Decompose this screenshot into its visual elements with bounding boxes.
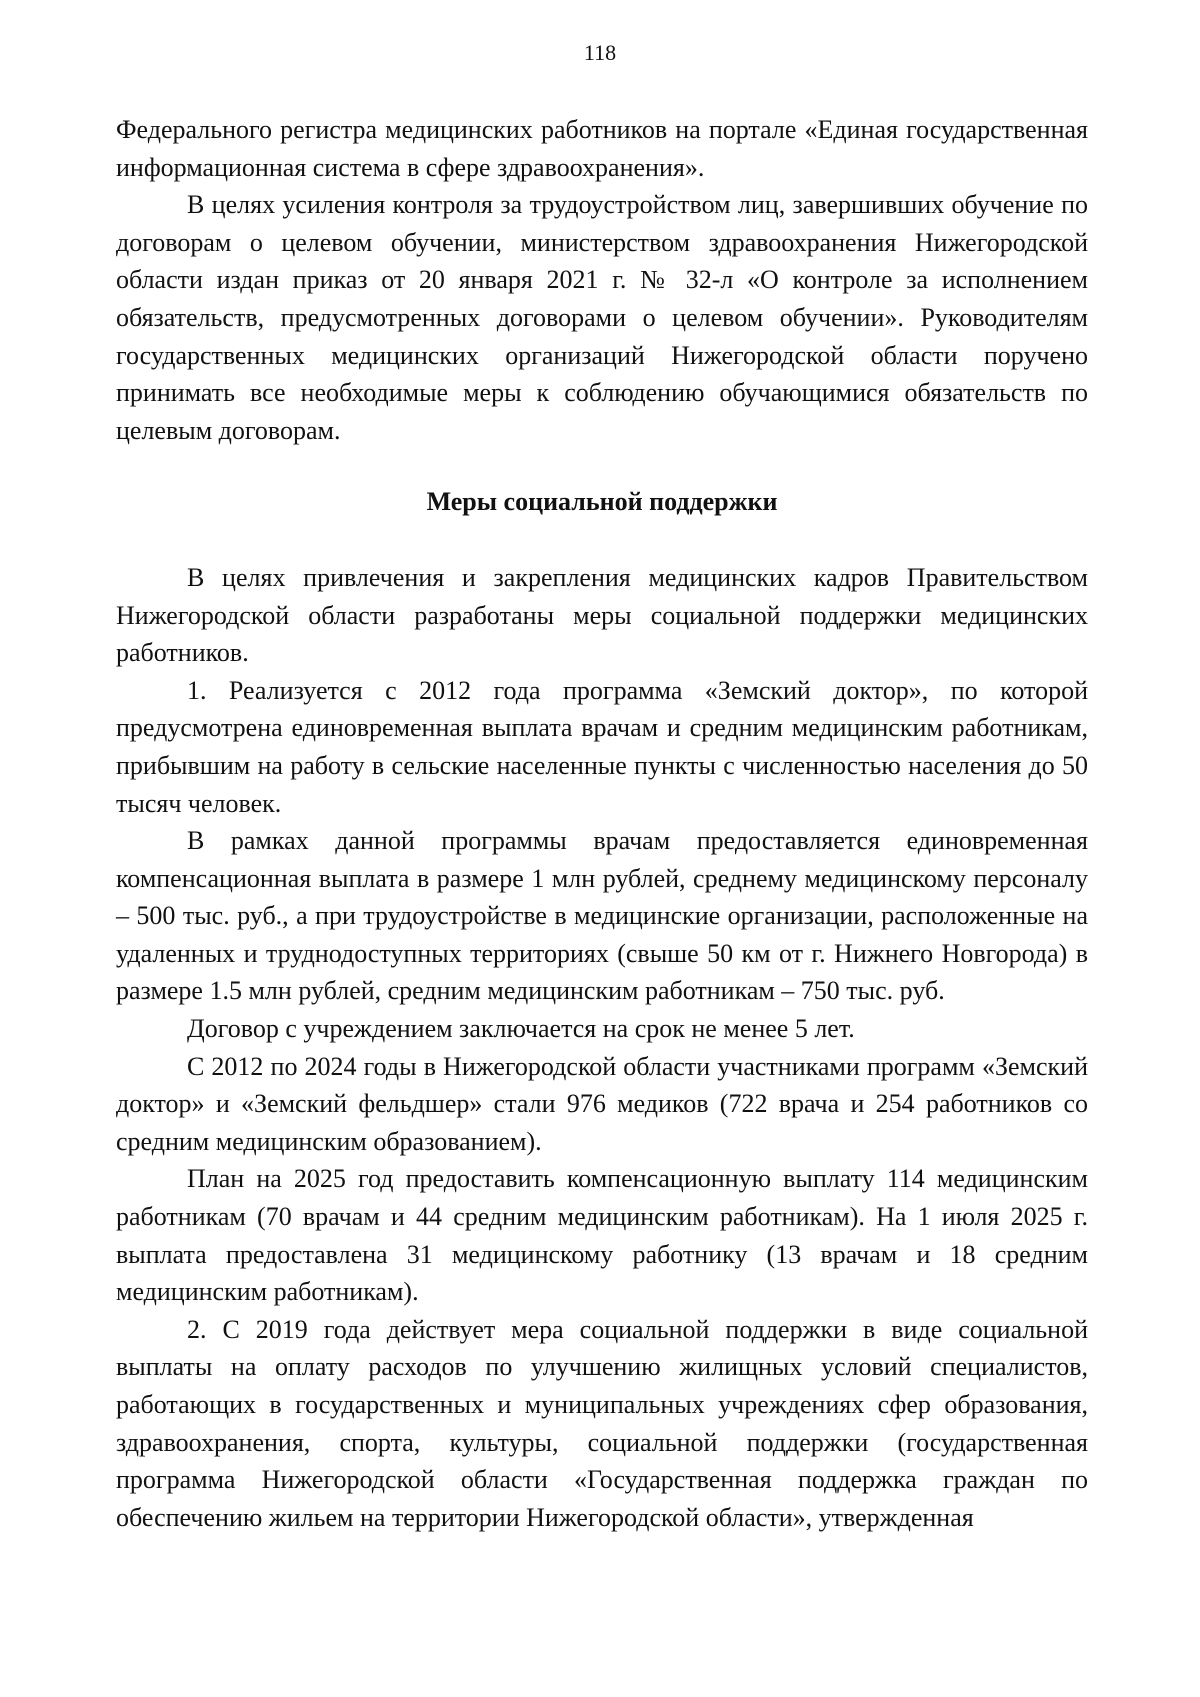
page-number: 118: [583, 40, 617, 65]
paragraph-intro: В целях привлечения и закрепления медицинских кадров Правительством Нижегородской области разработаны меры социальной поддержки медицинских работников.: [116, 562, 1088, 668]
document-body: [116, 111, 1088, 1536]
paragraph-participants: С 2012 по 2024 годы в Нижегородской области участниками программ «Земский доктор» и «Земский фельдшер» стали 976 медиков (722 врача и 254 работников со средним медицинским образованием).: [116, 1051, 1088, 1156]
paragraph-plan-2025: План на 2025 год предоставить компенсационную выплату 114 медицинским работникам (70 врачам и 44 средним медицинским работникам). На 1 июля 2025 г. выплата предоставлена 31 медицинскому работнику (13 врачам и 18 средним медицинским работникам).: [116, 1164, 1088, 1307]
section-heading: Меры социальной поддержки: [426, 487, 778, 517]
paragraph-zemsky-doctor: 1. Реализуется с 2012 года программа «Земский доктор», по которой предусмотрена единовременная выплата врачам и средним медицинским работникам, прибывшим на работу в сельские населенные пункты с численностью населения до 50 тысяч человек.: [116, 675, 1088, 818]
paragraph-contract-term: Договор с учреждением заключается на срок не менее 5 лет.: [187, 1014, 855, 1044]
paragraph-payment-amounts: В рамках данной программы врачам предоставляется единовременная компенсационная выплата в размере 1 млн рублей, среднему медицинскому персоналу – 500 тыс. руб., а при трудоустройстве в медицинские организации, расположенные на удаленных и труднодоступных территориях (свыше 50 км от г. Нижнего Новгорода) в размере 1.5 млн рублей, средним медицинским работникам – 750 тыс. руб.: [116, 826, 1088, 1006]
paragraph-housing-support: 2. С 2019 года действует мера социальной поддержки в виде социальной выплаты на оплату расходов по улучшению жилищных условий специалистов, работающих в государственных и муниципальных учреждениях сфер образования, здравоохранения, спорта, культуры, социальной поддержки (государственная программа Нижегородской области «Государственная поддержка граждан по обеспечению жильем на территории Нижегородской области», утвержденная: [116, 1314, 1088, 1532]
paragraph-continuation: Федерального регистра медицинских работников на портале «Единая государственная информационная система в сфере здравоохранения».: [116, 115, 1088, 182]
paragraph-target-training-control: В целях усиления контроля за трудоустройством лиц, завершивших обучение по договорам о целевом обучении, министерством здравоохранения Нижегородской области издан приказ от 20 января 2021 г. № 32-л «О контроле за исполнением обязательств, предусмотренных договорами о целевом обучении». Руководителям государственных медицинских организаций Нижегородской области поручено принимать все необходимые меры к соблюдению обучающимися обязательств по целевым договорам.: [116, 190, 1088, 445]
